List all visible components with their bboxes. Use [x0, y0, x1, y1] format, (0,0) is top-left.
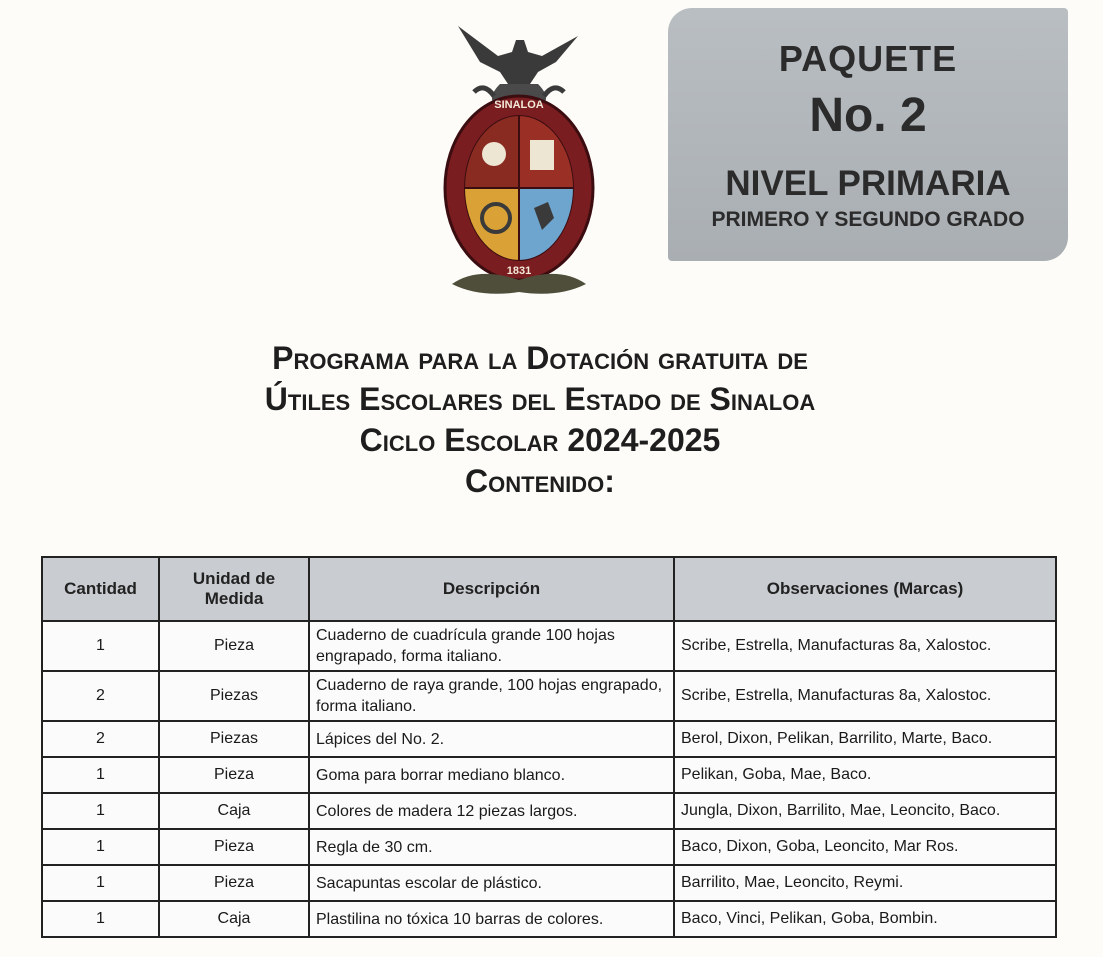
package-grades: PRIMERO Y SEGUNDO GRADO [711, 208, 1025, 231]
title-line-1: Programa para la Dotación gratuita de [272, 340, 808, 376]
cell-descripcion: Colores de madera 12 piezas largos. [309, 793, 674, 829]
cell-unidad: Pieza [159, 865, 309, 901]
cell-observaciones: Jungla, Dixon, Barrilito, Mae, Leoncito, Baco. [674, 793, 1056, 829]
cell-unidad: Pieza [159, 757, 309, 793]
title-line-2: Útiles Escolares del Estado de Sinaloa [264, 381, 816, 417]
cell-descripcion: Regla de 30 cm. [309, 829, 674, 865]
header-descripcion: Descripción [309, 557, 674, 621]
table-row [42, 865, 1056, 901]
cell-observaciones: Baco, Dixon, Goba, Leoncito, Mar Ros. [674, 829, 1056, 865]
cell-observaciones: Barrilito, Mae, Leoncito, Reymi. [674, 865, 1056, 901]
table-row [42, 793, 1056, 829]
cell-observaciones: Scribe, Estrella, Manufacturas 8a, Xalostoc. [674, 671, 1056, 721]
cell-cantidad: 1 [42, 757, 159, 793]
cell-descripcion: Lápices del No. 2. [309, 721, 674, 757]
cell-cantidad: 1 [42, 829, 159, 865]
cell-cantidad: 2 [42, 671, 159, 721]
header-cantidad: Cantidad [42, 557, 159, 621]
table-header-row [42, 557, 1056, 621]
cell-cantidad: 1 [42, 793, 159, 829]
title-line-4: Contenido: [465, 463, 615, 499]
cell-cantidad: 2 [42, 721, 159, 757]
supplies-table [41, 556, 1057, 938]
package-box [668, 8, 1068, 261]
cell-cantidad: 1 [42, 901, 159, 937]
table-row [42, 721, 1056, 757]
cell-descripcion: Plastilina no tóxica 10 barras de colores. [309, 901, 674, 937]
cell-cantidad: 1 [42, 621, 159, 671]
cell-unidad: Caja [159, 901, 309, 937]
package-label: PAQUETE [778, 38, 958, 79]
cell-observaciones: Pelikan, Goba, Mae, Baco. [674, 757, 1056, 793]
table-row [42, 757, 1056, 793]
crest-ribbon-text: SINALOA [494, 99, 544, 111]
cell-cantidad: 1 [42, 865, 159, 901]
cell-descripcion: Cuaderno de cuadrícula grande 100 hojas engrapado, forma italiano. [309, 621, 674, 671]
cell-descripcion: Sacapuntas escolar de plástico. [309, 865, 674, 901]
title-line-3: Ciclo Escolar 2024-2025 [359, 422, 721, 458]
table-row [42, 829, 1056, 865]
cell-unidad: Caja [159, 793, 309, 829]
program-title [120, 338, 960, 502]
package-level: NIVEL PRIMARIA [725, 164, 1011, 203]
header-unidad: Unidad de Medida [159, 557, 309, 621]
cell-unidad: Pieza [159, 829, 309, 865]
cell-unidad: Piezas [159, 671, 309, 721]
cell-observaciones: Baco, Vinci, Pelikan, Goba, Bombin. [674, 901, 1056, 937]
table-row [42, 671, 1056, 721]
package-number: No. 2 [809, 89, 927, 142]
cell-observaciones: Berol, Dixon, Pelikan, Barrilito, Marte, Baco. [674, 721, 1056, 757]
crest-year-text: 1831 [506, 265, 532, 277]
cell-descripcion: Goma para borrar mediano blanco. [309, 757, 674, 793]
header-observaciones: Observaciones (Marcas) [674, 557, 1056, 621]
cell-unidad: Piezas [159, 721, 309, 757]
sinaloa-coat-of-arms [438, 22, 600, 298]
cell-observaciones: Scribe, Estrella, Manufacturas 8a, Xalostoc. [674, 621, 1056, 671]
cell-descripcion: Cuaderno de raya grande, 100 hojas engrapado, forma italiano. [309, 671, 674, 721]
table-row [42, 901, 1056, 937]
table-row [42, 621, 1056, 671]
cell-unidad: Pieza [159, 621, 309, 671]
